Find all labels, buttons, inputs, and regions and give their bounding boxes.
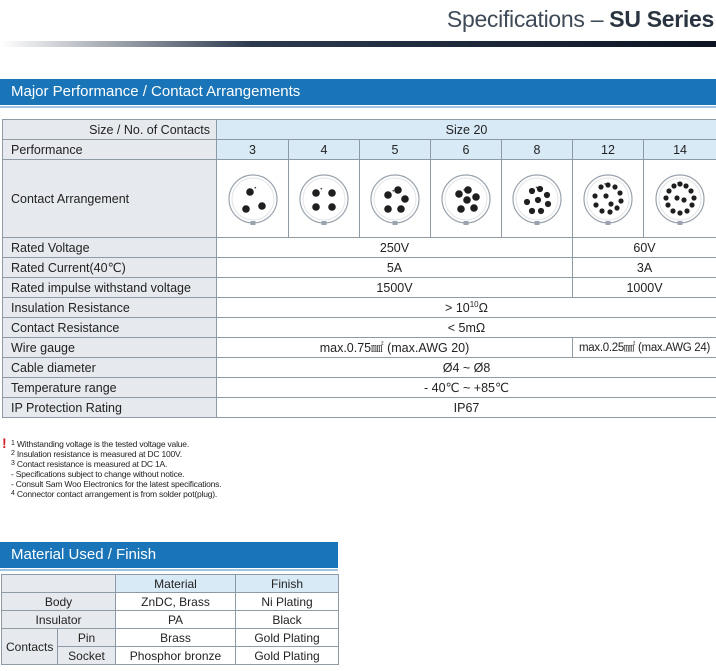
- contact-pin: [677, 181, 682, 186]
- footnote-item: [11, 479, 221, 489]
- pin-marker: [254, 186, 256, 188]
- contact-pin: [544, 191, 550, 197]
- pin-marker: [320, 187, 322, 189]
- contact-pin: [397, 205, 405, 213]
- footnote-item: [11, 449, 221, 459]
- contact-arrangement-row: [3, 160, 716, 238]
- contact-pin: [463, 196, 471, 204]
- footnote-text: Connector contact arrangement is from solder pot(plug).: [16, 489, 218, 499]
- contact-pin: [617, 190, 622, 195]
- wire-gauge-row: [3, 338, 716, 358]
- impulse-voltage-value-b: 1000V: [573, 278, 716, 298]
- part-label: Pin: [58, 629, 116, 647]
- contact-pin: [394, 186, 402, 194]
- performance-table: [2, 119, 716, 418]
- contact-pin: [537, 185, 543, 191]
- contact-count: 8: [502, 140, 573, 160]
- 14-pin-contact-diagram-icon: [653, 172, 707, 226]
- page-title-series: SU Series: [609, 6, 714, 32]
- temperature-range-label: Temperature range: [3, 378, 217, 398]
- contact-pin: [603, 193, 608, 198]
- contact-pin: [608, 201, 613, 206]
- contact-pin: [535, 196, 541, 202]
- insulation-resistance-value: [217, 298, 716, 318]
- rated-voltage-label: Rated Voltage: [3, 238, 217, 258]
- contact-pin: [605, 182, 610, 187]
- contact-pin: [538, 207, 544, 213]
- material-section-title: Material Used / Finish: [0, 542, 338, 568]
- header-rule: [0, 41, 716, 47]
- contact-count-row: [3, 140, 716, 160]
- 6-pin-contact-diagram-icon: [439, 172, 493, 226]
- footnote-item: [11, 489, 221, 499]
- contact-pin: [312, 189, 320, 197]
- performance-label: Performance: [3, 140, 217, 160]
- contact-pin: [684, 208, 689, 213]
- rated-voltage-value-b: 60V: [573, 238, 716, 258]
- contact-pin: [464, 186, 472, 194]
- footnote-item: [11, 439, 221, 449]
- material-row-pin: [2, 629, 339, 647]
- rated-voltage-row: [3, 238, 716, 258]
- contact-pin: [328, 189, 336, 197]
- page-header: [0, 0, 716, 48]
- part-label: Insulator: [2, 611, 116, 629]
- contact-pin: [328, 203, 336, 211]
- insulation-resistance-row: [3, 298, 716, 318]
- contact-pin: [545, 200, 551, 206]
- footnote-text: Contact resistance is measured at DC 1A.: [16, 459, 168, 469]
- contact-count: 4: [289, 140, 360, 160]
- footnote-number: 3: [11, 460, 15, 467]
- wire-gauge-label: Wire gauge: [3, 338, 217, 358]
- footnote-item: [11, 459, 221, 469]
- rated-current-value-a: 5A: [217, 258, 573, 278]
- size-row: [3, 120, 716, 140]
- rated-current-label: Rated Current(40℃): [3, 258, 217, 278]
- wire-gauge-value-b: max.0.25㎟ (max.AWG 24): [573, 338, 716, 358]
- impulse-voltage-value-a: 1500V: [217, 278, 573, 298]
- contact-pin: [472, 193, 480, 201]
- contact-resistance-value: < 5mΩ: [217, 318, 716, 338]
- size-label: Size / No. of Contacts: [3, 120, 217, 140]
- contact-pin: [677, 210, 682, 215]
- material-value: Phosphor bronze: [116, 647, 236, 665]
- contact-pin: [592, 193, 597, 198]
- contact-pin: [674, 195, 679, 200]
- cable-diameter-label: Cable diameter: [3, 358, 217, 378]
- finish-value: Gold Plating: [236, 647, 339, 665]
- contact-pin: [683, 183, 688, 188]
- contact-pin: [470, 204, 478, 212]
- insulation-value-unit: Ω: [478, 300, 488, 315]
- material-value: Brass: [116, 629, 236, 647]
- contact-count: 6: [431, 140, 502, 160]
- material-row-insulator: [2, 611, 339, 629]
- contact-pin: [242, 205, 250, 213]
- contact-pin: [599, 208, 604, 213]
- finish-column-header: Finish: [236, 575, 339, 593]
- material-value: PA: [116, 611, 236, 629]
- contact-pin: [246, 188, 254, 196]
- contact-pin: [258, 202, 266, 210]
- contact-pin: [457, 205, 465, 213]
- material-value: ZnDC, Brass: [116, 593, 236, 611]
- contact-pin: [529, 187, 535, 193]
- contact-count: 5: [360, 140, 431, 160]
- performance-section-title: Major Performance / Contact Arrangements: [0, 79, 716, 105]
- temperature-range-value: - 40℃ ~ +85℃: [217, 378, 716, 398]
- pin-marker: [392, 189, 394, 191]
- contact-pin: [663, 195, 668, 200]
- material-column-header: Material: [116, 575, 236, 593]
- contact-pin: [524, 198, 530, 204]
- impulse-voltage-row: [3, 278, 716, 298]
- contact-pin: [607, 209, 612, 214]
- contact-pin: [612, 184, 617, 189]
- ip-rating-value: IP67: [217, 398, 716, 418]
- contact-pin: [618, 198, 623, 203]
- 4-pin-contact-diagram-icon: [297, 172, 351, 226]
- 8-pin-contact-diagram-icon: [510, 172, 564, 226]
- finish-value: Black: [236, 611, 339, 629]
- insulation-resistance-label: Insulation Resistance: [3, 298, 217, 318]
- finish-value: Gold Plating: [236, 629, 339, 647]
- contact-arrangement-label: Contact Arrangement: [3, 160, 217, 238]
- material-table: [1, 574, 339, 665]
- cable-diameter-value: Ø4 ~ Ø8: [217, 358, 716, 378]
- 5-pin-contact-diagram-icon: [368, 172, 422, 226]
- contact-pin: [593, 202, 598, 207]
- footnote-text: - Consult Sam Woo Electronics for the latest specifications.: [11, 479, 222, 489]
- contact-pin: [691, 195, 696, 200]
- contact-pin: [681, 197, 686, 202]
- insulation-value-exponent: 10: [469, 299, 479, 309]
- 3-pin-contact-diagram-icon: [226, 172, 280, 226]
- insulation-value-base: > 10: [445, 300, 470, 315]
- contact-pin: [312, 203, 320, 211]
- contact-pin: [665, 202, 670, 207]
- rated-current-row: [3, 258, 716, 278]
- footnote-text: Withstanding voltage is the tested voltage value.: [16, 439, 189, 449]
- part-label: Socket: [58, 647, 116, 665]
- contact-pin: [384, 191, 392, 199]
- contact-resistance-row: [3, 318, 716, 338]
- part-label: Body: [2, 593, 116, 611]
- contact-pin: [614, 205, 619, 210]
- footnote-text: - Specifications subject to change without notice.: [11, 469, 185, 479]
- contact-count: 3: [217, 140, 289, 160]
- contact-count: 14: [644, 140, 716, 160]
- ip-rating-row: [3, 398, 716, 418]
- footnote-number: 2: [11, 450, 15, 457]
- contact-resistance-label: Contact Resistance: [3, 318, 217, 338]
- contact-pin: [671, 183, 676, 188]
- page-title: [447, 6, 714, 33]
- contact-pin: [688, 188, 693, 193]
- warning-icon: !: [2, 435, 7, 451]
- size-value: Size 20: [217, 120, 716, 140]
- material-header-row: [2, 575, 339, 593]
- temperature-range-row: [3, 378, 716, 398]
- finish-value: Ni Plating: [236, 593, 339, 611]
- contact-pin: [670, 208, 675, 213]
- contact-pin: [598, 184, 603, 189]
- contact-pin: [529, 207, 535, 213]
- contact-pin: [401, 195, 409, 203]
- page-title-prefix: Specifications –: [446, 6, 610, 32]
- material-row-body: [2, 593, 339, 611]
- footnote-list: [11, 439, 221, 499]
- footnote-text: Insulation resistance is measured at DC 100V.: [16, 449, 182, 459]
- rated-current-value-b: 3A: [573, 258, 716, 278]
- contacts-label: Contacts: [2, 629, 58, 665]
- ip-rating-label: IP Protection Rating: [3, 398, 217, 418]
- cable-diameter-row: [3, 358, 716, 378]
- contact-count: 12: [573, 140, 644, 160]
- material-corner-cell: [2, 575, 116, 593]
- impulse-voltage-label: Rated impulse withstand voltage: [3, 278, 217, 298]
- wire-gauge-value-a: max.0.75㎟ (max.AWG 20): [217, 338, 573, 358]
- contact-pin: [455, 190, 463, 198]
- 12-pin-contact-diagram-icon: [581, 172, 635, 226]
- contact-pin: [689, 202, 694, 207]
- footnote-item: [11, 469, 221, 479]
- contact-pin: [384, 205, 392, 213]
- footnote-number: 4: [11, 490, 15, 497]
- contact-pin: [666, 188, 671, 193]
- footnote-number: 1: [11, 440, 15, 447]
- rated-voltage-value-a: 250V: [217, 238, 573, 258]
